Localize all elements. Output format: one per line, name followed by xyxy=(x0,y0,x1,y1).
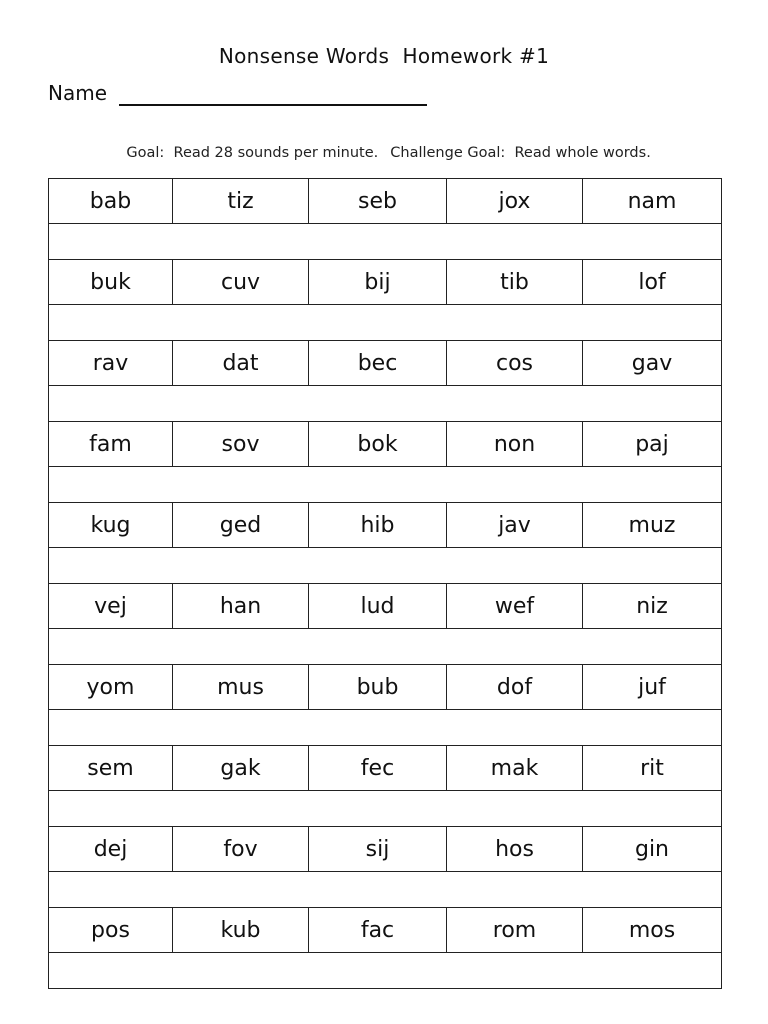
word-cell: hib xyxy=(309,503,447,548)
blank-row xyxy=(49,953,722,989)
word-cell: pos xyxy=(49,908,173,953)
word-cell: mos xyxy=(583,908,722,953)
word-cell: han xyxy=(173,584,309,629)
word-cell: tib xyxy=(447,260,583,305)
word-row xyxy=(49,746,722,791)
word-cell: sem xyxy=(49,746,173,791)
word-cell: cos xyxy=(447,341,583,386)
blank-cell xyxy=(49,548,722,584)
word-cell: buk xyxy=(49,260,173,305)
word-cell: yom xyxy=(49,665,173,710)
word-row xyxy=(49,827,722,872)
blank-row xyxy=(49,548,722,584)
word-cell: mus xyxy=(173,665,309,710)
word-cell: kub xyxy=(173,908,309,953)
blank-row xyxy=(49,467,722,503)
blank-row xyxy=(49,386,722,422)
word-cell: bub xyxy=(309,665,447,710)
blank-cell xyxy=(49,467,722,503)
word-cell: niz xyxy=(583,584,722,629)
word-cell: cuv xyxy=(173,260,309,305)
word-row xyxy=(49,503,722,548)
word-cell: muz xyxy=(583,503,722,548)
word-cell: mak xyxy=(447,746,583,791)
word-cell: dof xyxy=(447,665,583,710)
blank-row xyxy=(49,710,722,746)
word-cell: bij xyxy=(309,260,447,305)
word-cell: bab xyxy=(49,179,173,224)
blank-row xyxy=(49,791,722,827)
word-cell: seb xyxy=(309,179,447,224)
word-cell: rom xyxy=(447,908,583,953)
word-cell: sov xyxy=(173,422,309,467)
word-cell: dat xyxy=(173,341,309,386)
blank-row xyxy=(49,629,722,665)
word-cell: gav xyxy=(583,341,722,386)
words-table-body xyxy=(49,179,722,989)
word-cell: gin xyxy=(583,827,722,872)
blank-cell xyxy=(49,953,722,989)
word-row xyxy=(49,260,722,305)
blank-cell xyxy=(49,629,722,665)
word-cell: vej xyxy=(49,584,173,629)
word-cell: paj xyxy=(583,422,722,467)
word-cell: juf xyxy=(583,665,722,710)
word-cell: bok xyxy=(309,422,447,467)
word-cell: dej xyxy=(49,827,173,872)
word-cell: jav xyxy=(447,503,583,548)
word-cell: non xyxy=(447,422,583,467)
word-cell: hos xyxy=(447,827,583,872)
word-cell: fec xyxy=(309,746,447,791)
word-cell: fac xyxy=(309,908,447,953)
name-row xyxy=(48,76,427,106)
blank-cell xyxy=(49,386,722,422)
word-cell: sij xyxy=(309,827,447,872)
page-title: Nonsense Words Homework #1 xyxy=(218,44,550,68)
word-cell: bec xyxy=(309,341,447,386)
word-cell: lud xyxy=(309,584,447,629)
word-cell: rav xyxy=(49,341,173,386)
word-row xyxy=(49,584,722,629)
word-cell: kug xyxy=(49,503,173,548)
word-cell: nam xyxy=(583,179,722,224)
blank-cell xyxy=(49,791,722,827)
goal-text: Goal: Read 28 sounds per minute. xyxy=(126,145,379,161)
word-cell: fov xyxy=(173,827,309,872)
blank-row xyxy=(49,224,722,260)
blank-row xyxy=(49,872,722,908)
word-row xyxy=(49,665,722,710)
blank-cell xyxy=(49,710,722,746)
word-cell: wef xyxy=(447,584,583,629)
blank-row xyxy=(49,305,722,341)
name-blank-line xyxy=(119,80,427,106)
challenge-goal-text: Challenge Goal: Read whole words. xyxy=(390,145,651,161)
goal-line xyxy=(0,129,768,161)
word-row xyxy=(49,908,722,953)
blank-cell xyxy=(49,224,722,260)
word-cell: tiz xyxy=(173,179,309,224)
word-row xyxy=(49,341,722,386)
blank-cell xyxy=(49,305,722,341)
word-row xyxy=(49,422,722,467)
word-cell: lof xyxy=(583,260,722,305)
word-cell: jox xyxy=(447,179,583,224)
word-cell: gak xyxy=(173,746,309,791)
blank-cell xyxy=(49,872,722,908)
word-cell: ged xyxy=(173,503,309,548)
word-cell: rit xyxy=(583,746,722,791)
nonsense-words-table xyxy=(48,178,722,989)
word-row xyxy=(49,179,722,224)
word-cell: fam xyxy=(49,422,173,467)
name-label: Name xyxy=(48,81,108,105)
